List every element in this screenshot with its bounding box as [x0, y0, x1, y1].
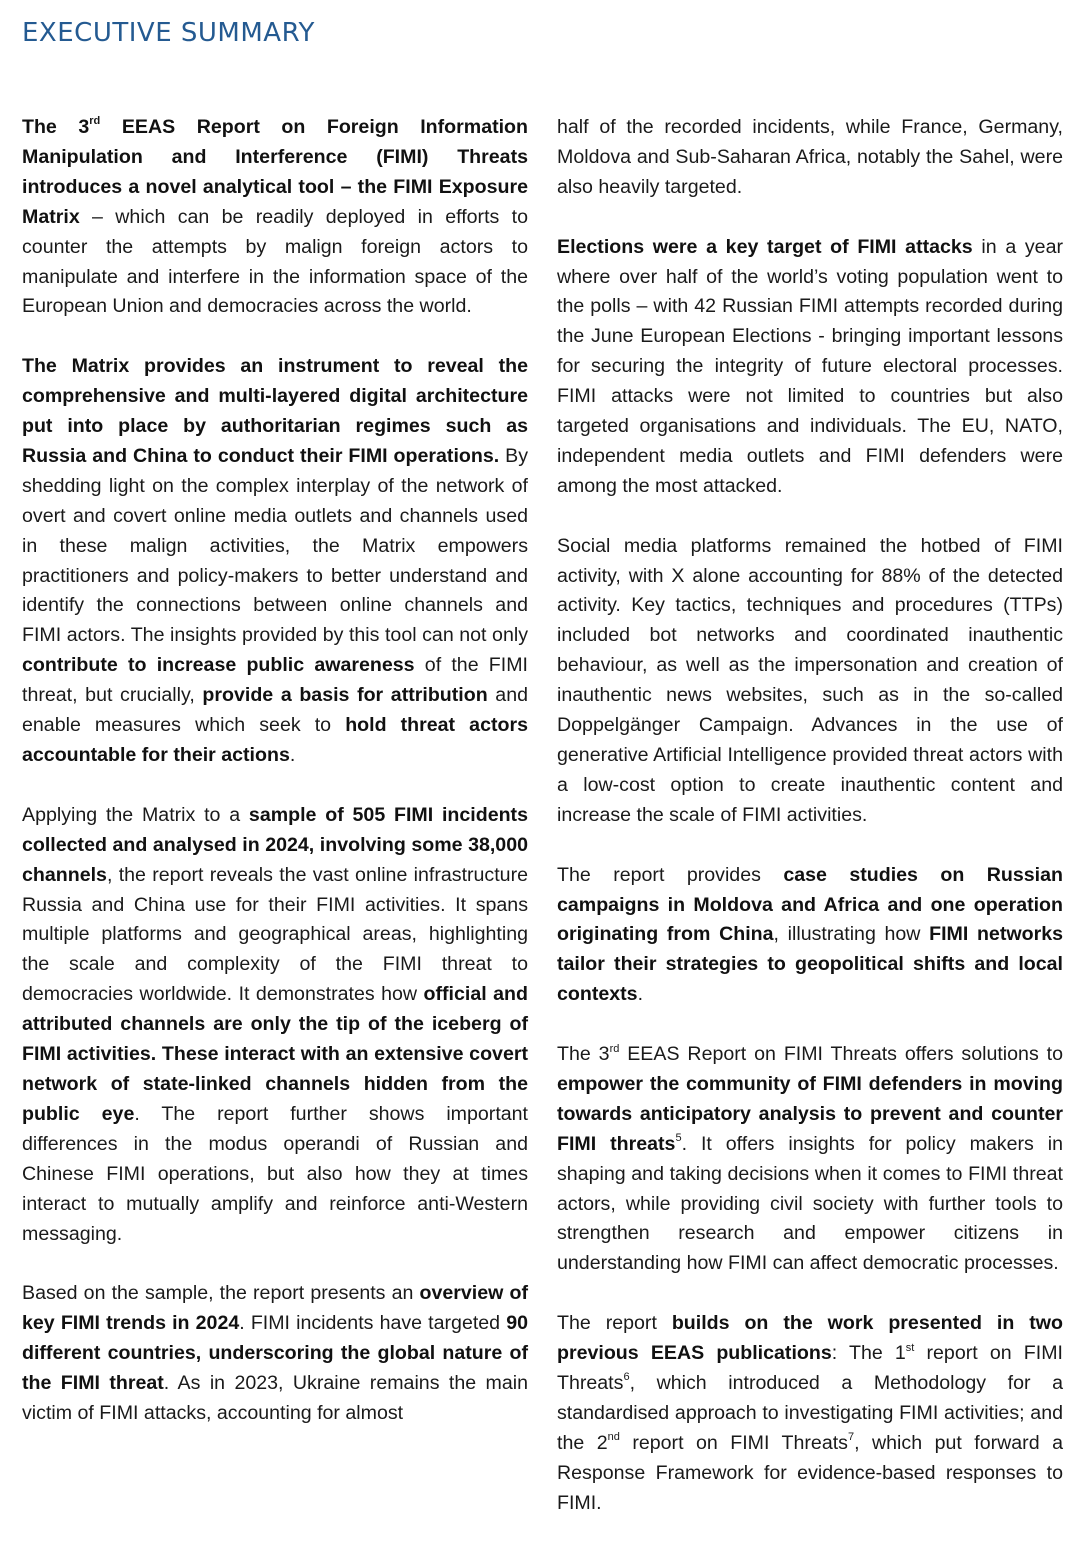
text-run: The report provides — [557, 863, 784, 886]
bold-text: sample of 505 FIMI incidents collected and analysed in 2024, involving some 38,000 channels — [22, 803, 528, 886]
text-run: The report — [557, 1312, 672, 1335]
bold-text: FIMI networks tailor their strategies to geopolitical shifts and local contexts — [557, 923, 1063, 1006]
text-run: . — [289, 744, 296, 767]
paragraph — [557, 233, 1063, 502]
bold-text: case studies on Russian campaigns in Moldova and Africa and one operation originating from China — [557, 863, 1063, 946]
text-run: – which can be readily deployed in efforts to counter the attempts by malign foreign actors to manipulate and interfere in the information space of the European Union and democracies across the world. — [22, 205, 528, 318]
bold-text: builds on the work presented in two previous EEAS publications — [557, 1312, 1063, 1365]
paragraph — [22, 113, 528, 322]
text-run: report on FIMI Threats — [619, 1431, 848, 1454]
text-run: . FIMI incidents have targeted — [239, 1312, 507, 1335]
bold-text: The 3 — [22, 116, 90, 138]
paragraph — [22, 352, 528, 771]
paragraph — [557, 113, 1063, 203]
superscript: nd — [607, 1431, 620, 1444]
text-run: . It offers insights for policy makers in shaping and taking decisions when it comes to FIMI threat actors, while providing civil society with further tools to strengthen research and empower citizens in understanding how FIMI can affect democratic processes. — [557, 1132, 1063, 1275]
superscript: 7 — [847, 1431, 855, 1444]
page-title: EXECUTIVE SUMMARY — [22, 18, 315, 48]
paragraph — [557, 861, 1063, 1011]
text-run: EEAS Report on FIMI Threats offers solutions to — [619, 1043, 1063, 1066]
text-run: . — [637, 983, 644, 1006]
text-run: . The report further shows important differences in the modus operandi of Russian and Chinese FIMI operations, but also how they at times interact to mutually amplify and reinforce anti-Western messaging. — [22, 1102, 528, 1245]
text-run: . As in 2023, Ukraine remains the main victim of FIMI attacks, accounting for almost — [22, 1372, 528, 1424]
bold-text: empower the community of FIMI defenders in moving towards anticipatory analysis to prevent and counter FIMI threats — [557, 1072, 1063, 1155]
text-run: half of the recorded incidents, while France, Germany, Moldova and Sub-Saharan Africa, notably the Sahel, were also heavily targeted. — [557, 116, 1063, 198]
text-run: Social media platforms remained the hotbed of FIMI activity, with X alone accounting for 88% of the detected activity. Key tactics, techniques and procedures (TTPs) included bot networks and coordinated inauthentic behaviour, as well as the impersonation and creation of inauthentic news websites, such as in the so-called Doppelgänger Campaign. Advances in the use of generative Artificial Intelligence provided threat actors with a low-cost option to create inauthentic content and increase the scale of FIMI activities. — [557, 534, 1063, 826]
text-run: Based on the sample, the report presents an — [22, 1282, 420, 1305]
paragraph — [22, 801, 528, 1250]
text-run: , which put forward a Response Framework for evidence-based responses to FIMI. — [557, 1431, 1063, 1514]
text-run: and enable measures which seek to — [22, 684, 528, 737]
paragraph — [557, 1309, 1063, 1518]
bold-text: hold threat actors accountable for their actions — [22, 714, 528, 767]
superscript: 6 — [623, 1371, 630, 1384]
text-run: report on FIMI Threats — [557, 1342, 1063, 1394]
bold-text: provide a basis for attribution — [202, 684, 488, 707]
text-run: , which introduced a Methodology for a standardised approach to investigating FIMI activities; and the 2 — [557, 1371, 1063, 1454]
text-run: : The 1 — [831, 1342, 906, 1365]
text-run: , illustrating how — [773, 923, 930, 946]
text-run: The 3 — [557, 1043, 610, 1066]
bold-text: contribute to increase public awareness — [22, 654, 415, 677]
superscript: 5 — [675, 1132, 682, 1145]
bold-text: overview of key FIMI trends in 2024 — [22, 1282, 528, 1335]
text-run: By shedding light on the complex interplay of the network of overt and covert online media outlets and channels used in these malign activities, the Matrix empowers practitioners and policy-makers to better understand and identify the connections between online channels and FIMI actors. The insights provided by this tool can not only — [22, 444, 528, 647]
paragraph — [557, 532, 1063, 831]
text-run: Applying the Matrix to a — [22, 803, 249, 826]
bold-text: The Matrix provides an instrument to reveal the comprehensive and multi-layered digital architecture put into place by authoritarian regimes such as Russia and China to conduct their FIMI operations. — [22, 355, 528, 467]
superscript: st — [905, 1341, 915, 1354]
bold-text: official and attributed channels are only the tip of the iceberg of FIMI activities. These interact with an extensive covert network of state-linked channels hidden from the public eye — [22, 983, 528, 1125]
left-column — [22, 113, 528, 1459]
right-column — [557, 113, 1063, 1548]
bold-text: EEAS Report on Foreign Information Manipulation and Interference (FIMI) Threats introduces a novel analytical tool – the FIMI Exposure Matrix — [22, 116, 528, 228]
superscript: rd — [609, 1042, 620, 1055]
paragraph — [557, 1040, 1063, 1279]
bold-text: Elections were a key target of FIMI attacks — [557, 235, 973, 258]
text-run: in a year where over half of the world’s voting population went to the polls – with 42 Russian FIMI attempts recorded during the June European Elections - bringing important lessons for securing the integrity of future electoral processes. FIMI attacks were not limited to countries but also targeted organisations and individuals. The EU, NATO, independent media outlets and FIMI defenders were among the most attacked. — [557, 235, 1063, 497]
text-run: , the report reveals the vast online infrastructure Russia and China use for their FIMI activities. It spans multiple platforms and geographical areas, highlighting the scale and complexity of the FIMI threat to democracies worldwide. It demonstrates how — [22, 863, 528, 1006]
bold-text: 90 different countries, underscoring the global nature of the FIMI threat — [22, 1312, 528, 1395]
text-run: of the FIMI threat, but crucially, — [22, 654, 528, 707]
paragraph — [22, 1279, 528, 1429]
superscript: rd — [89, 115, 101, 128]
